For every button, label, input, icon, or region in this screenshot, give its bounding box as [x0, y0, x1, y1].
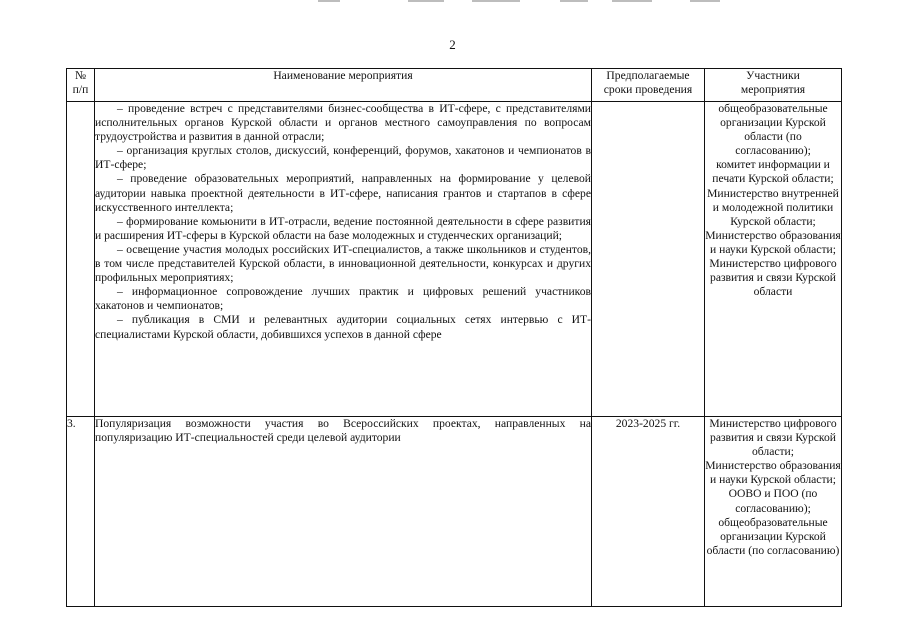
participant-item: Министерство цифрового развития и связи Курской области;: [709, 417, 837, 459]
list-item: – формирование комьюнити в ИТ-отрасли, ведение постоянной деятельности в сфере развития и расширения ИТ-сферы в Курской области на базе молодежных и студенческих организаций;: [95, 214, 591, 242]
list-item: – проведение образовательных мероприятий, направленных на формирование у целевой аудитории навыка проектной деятельности в ИТ-сфере, написания грантов и стартапов в сфере искусственного интеллекта;: [95, 172, 591, 214]
participant-item: ООВО и ПОО (по согласованию);: [728, 487, 818, 515]
participant-item: Министерство образования и науки Курской области;: [705, 228, 841, 256]
header-number: № п/п: [67, 69, 95, 102]
event-participants: [705, 417, 842, 607]
table-row: [67, 102, 842, 417]
scan-top-marks: [0, 0, 905, 4]
page-number: 2: [449, 37, 456, 52]
event-participants: [705, 102, 842, 417]
events-table: [66, 68, 842, 607]
list-item: – публикация в СМИ и релевантных аудитории социальных сетях интервью с ИТ-специалистами Курской области, добившихся успехов в данной сфере: [95, 313, 591, 341]
participant-item: Министерство цифрового развития и связи Курской области: [709, 257, 837, 299]
table-row: [67, 417, 842, 607]
event-description: [95, 102, 592, 417]
list-item: – освещение участия молодых российских ИТ-специалистов, а также школьников и студентов, в том числе представителей Курской области, в инновационной деятельности, конкурсах и других профильных мероприятиях;: [95, 242, 591, 285]
list-item: – информационное сопровождение лучших практик и цифровых решений участников хакатонов и чемпионатов;: [95, 285, 591, 313]
participant-item: Министерство внутренней и молодежной политики Курской области;: [707, 186, 839, 228]
list-item: – проведение встреч с представителями бизнес-сообщества в ИТ-сфере, с представителями исполнительных органов Курской области и органов местного самоуправления по вопросам трудоустройства и развития в данной отрасли;: [95, 102, 591, 144]
event-name: Популяризация возможности участия во Всероссийских проектах, направленных на популяризацию ИТ-специальностей среди целевой аудитории: [95, 417, 592, 607]
row-number: [67, 102, 95, 417]
header-participants: Участники мероприятия: [705, 69, 842, 102]
participant-item: общеобразовательные организации Курской области (по согласованию);: [718, 102, 828, 158]
header-term: Предполагаемые сроки проведения: [592, 69, 705, 102]
participant-item: общеобразовательные организации Курской области (по согласованию): [706, 515, 840, 557]
list-item: – организация круглых столов, дискуссий, конференций, форумов, хакатонов и чемпионатов в ИТ-сфере;: [95, 144, 591, 172]
participant-item: Министерство образования и науки Курской области;: [705, 459, 841, 487]
participant-item: комитет информации и печати Курской области;: [712, 158, 834, 186]
header-event-name: Наименование мероприятия: [95, 69, 592, 102]
event-term: 2023-2025 гг.: [592, 417, 705, 607]
table-header-row: [67, 69, 842, 102]
row-number: 3.: [67, 417, 95, 607]
event-term: [592, 102, 705, 417]
